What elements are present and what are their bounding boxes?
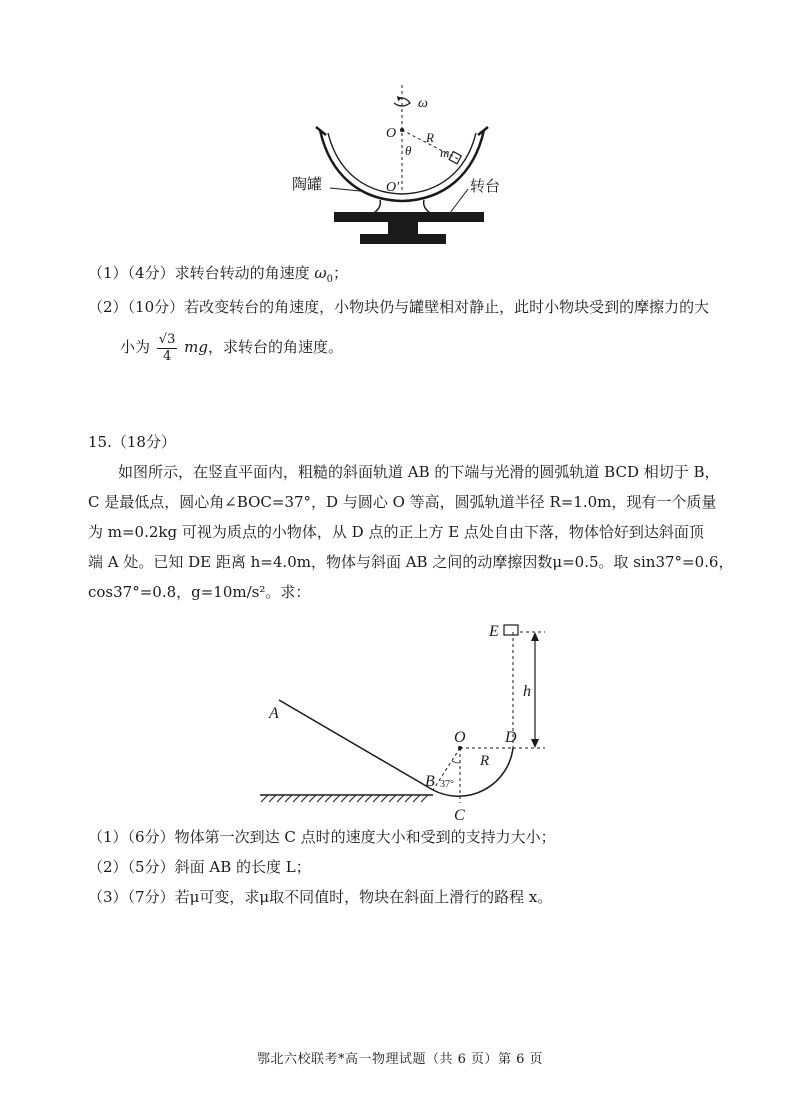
label-h: h [523, 683, 531, 700]
incline-AB [279, 700, 433, 790]
q15-line2: C 是最低点，圆心角∠BOC=37°，D 与圆心 O 等高，圆弧轨道半径 R=1.0m，现有一个质量 [88, 493, 717, 511]
page-footer: 鄂北六校联考*高一物理试题（共 6 页）第 6 页 [256, 1052, 544, 1067]
label-m: m [440, 145, 450, 160]
label-37deg: 37° [440, 779, 454, 790]
label-O-prime: O′ [386, 180, 400, 195]
label-C: C [454, 807, 465, 824]
q14-part2-cont: 小为 $\frac{√3}{4}$ mg，求转台的角速度。 [120, 331, 343, 364]
small-block [449, 152, 461, 164]
label-theta: θ [405, 143, 412, 158]
q15-sub1: （1）（6分）物体第一次到达 C 点时的速度大小和受到的支持力大小； [88, 828, 556, 846]
turntable-base [360, 234, 446, 244]
incline-arc-figure [255, 612, 575, 827]
q15-line1: 如图所示，在竖直平面内，粗糙的斜面轨道 AB 的下端与光滑的圆弧轨道 BCD 相切于 B， [118, 463, 720, 481]
q15-line5: cos37°=0.8，g=10m/s²。求： [88, 583, 311, 601]
q15-line3: 为 m=0.2kg 可视为质点的小物体，从 D 点的正上方 E 点处自由下落，物体恰好到达斜面顶 [88, 523, 704, 541]
q14-part2: （2）（10分）若改变转台的角速度，小物块仍与罐壁相对静止，此时小物块受到的摩擦力的大 [88, 298, 710, 316]
label-R: R [426, 130, 434, 145]
label-R2: R [480, 753, 490, 769]
omega-label: ω [418, 96, 428, 111]
turntable-top [334, 212, 484, 222]
fraction-sqrt3-over-4: $\frac{√3}{4}$ [158, 331, 176, 364]
block-E [504, 625, 518, 635]
pot-label: 陶罐 [292, 177, 323, 193]
label-E: E [489, 623, 499, 640]
q14-part1: （1）（4分）求转台转动的角速度 $\omega_0$； [88, 264, 349, 285]
q15-header: 15.（18分） [88, 433, 176, 451]
turntable-stem [388, 222, 418, 236]
turntable-label: 转台 [470, 179, 501, 195]
label-B: B [425, 773, 435, 790]
label-O2: O [454, 729, 466, 746]
q15-sub2: （2）（5分）斜面 AB 的长度 L； [88, 858, 311, 876]
ground-hatch [261, 795, 428, 802]
label-D: D [505, 729, 517, 746]
label-O: O [386, 126, 397, 141]
pot-turntable-figure [290, 85, 510, 255]
q15-line4: 端 A 处。已知 DE 距离 h=4.0m，物体与斜面 AB 之间的动摩擦因数μ=0.5。取 sin37°=0.6， [88, 553, 734, 571]
label-A: A [269, 705, 279, 722]
q15-sub3: （3）（7分）若μ可变，求μ取不同值时，物块在斜面上滑行的路程 x。 [88, 888, 553, 906]
